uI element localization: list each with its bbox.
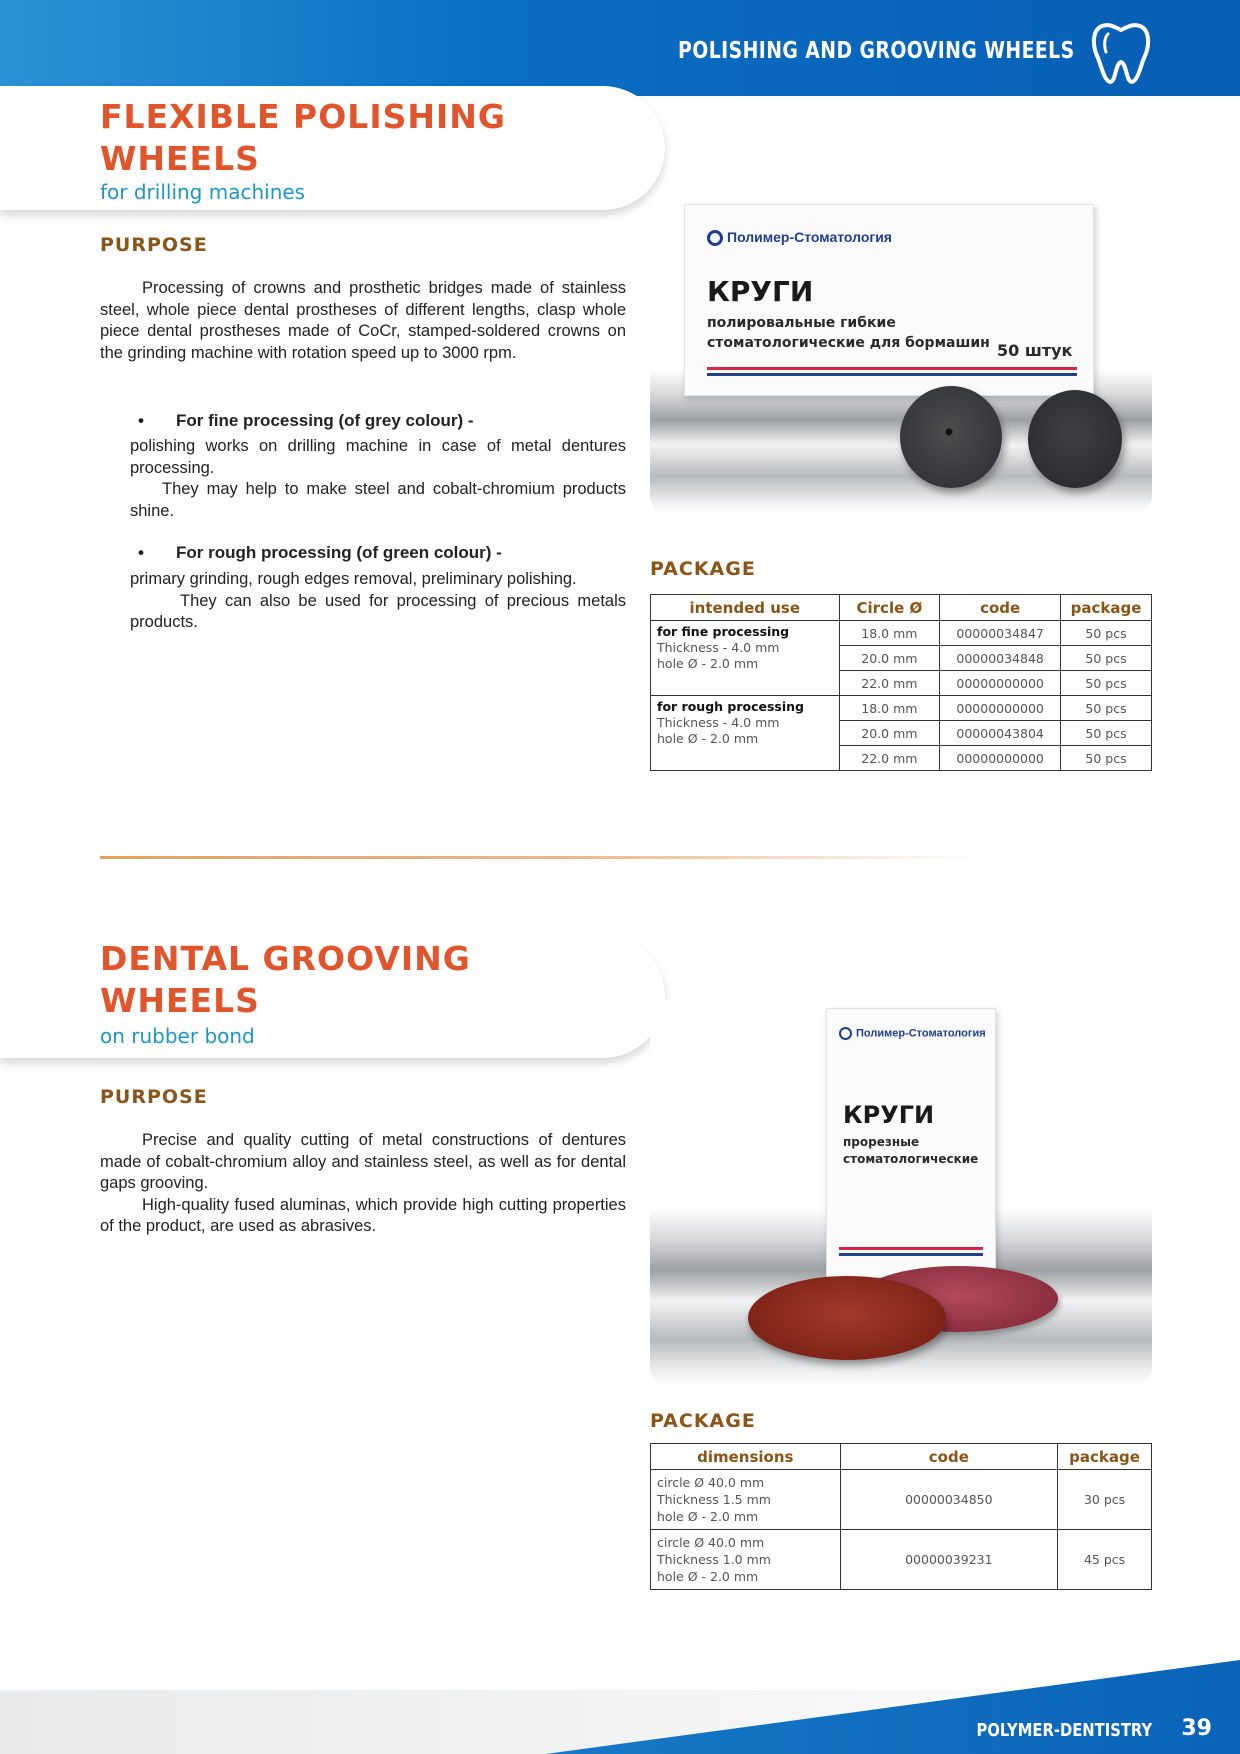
circle-cell: 22.0 mm <box>839 671 940 696</box>
code-cell: 00000000000 <box>940 696 1061 721</box>
box-line1: полировальные гибкие <box>707 315 896 331</box>
package-cell: 50 pcs <box>1061 671 1152 696</box>
box-stripe-blue <box>707 373 1077 376</box>
box-stripe-red <box>707 367 1077 370</box>
section2-subtitle: on rubber bond <box>100 1024 255 1048</box>
box-brand <box>839 1027 986 1040</box>
tooth-icon <box>1088 18 1154 88</box>
grey-wheel-small <box>1028 390 1122 488</box>
dim-line2: Thickness 1.5 mm <box>657 1492 771 1507</box>
section1-title <box>100 96 620 180</box>
dim-line3: hole Ø - 2.0 mm <box>657 1509 759 1524</box>
package-cell: 45 pcs <box>1058 1530 1152 1590</box>
table-header-row <box>651 1444 1152 1470</box>
package-cell: 50 pcs <box>1061 696 1152 721</box>
use-line1: Thickness - 4.0 mm <box>657 715 780 730</box>
dimensions-cell <box>651 1470 841 1530</box>
col-code: code <box>840 1444 1057 1470</box>
section2-title-line1: DENTAL GROOVING <box>100 939 471 978</box>
code-cell: 00000000000 <box>940 671 1061 696</box>
section2-title <box>100 938 620 1022</box>
use-line1: Thickness - 4.0 mm <box>657 640 780 655</box>
box-title: КРУГИ <box>843 1101 935 1129</box>
section2-package-table <box>650 1443 1152 1590</box>
package-cell: 50 pcs <box>1061 721 1152 746</box>
table-row <box>651 621 1152 646</box>
bullet-dot: • <box>138 543 144 562</box>
col-package: package <box>1061 595 1152 621</box>
use-title: for rough processing <box>657 699 804 714</box>
col-intended-use: intended use <box>651 595 840 621</box>
section1-package-table <box>650 594 1152 771</box>
circle-cell: 20.0 mm <box>839 721 940 746</box>
bullet2-title-text: For rough processing (of green colour) - <box>176 543 502 562</box>
section1-bullet2-text <box>130 569 626 634</box>
box-title: КРУГИ <box>707 275 814 308</box>
brand-logo-icon <box>707 230 723 246</box>
section1-bullet1-text <box>130 436 626 522</box>
section2-purpose-heading: PURPOSE <box>100 1086 208 1108</box>
use-line2: hole Ø - 2.0 mm <box>657 731 759 746</box>
code-cell: 00000039231 <box>840 1530 1057 1590</box>
package-cell: 50 pcs <box>1061 621 1152 646</box>
circle-cell: 18.0 mm <box>839 621 940 646</box>
section1-title-line2: WHEELS <box>100 139 260 178</box>
header-title: POLISHING AND GROOVING WHEELS <box>678 38 1075 64</box>
box-line1: прорезные <box>843 1135 920 1149</box>
code-cell: 00000043804 <box>940 721 1061 746</box>
dimensions-cell <box>651 1530 841 1590</box>
bullet2-text1: primary grinding, rough edges removal, preliminary polishing. <box>130 570 577 588</box>
section2-purpose-paragraph2: High-quality fused aluminas, which provide high cutting properties of the product, are used as abrasives. <box>100 1195 626 1235</box>
use-line2: hole Ø - 2.0 mm <box>657 656 759 671</box>
section1-bullet1-title <box>138 411 474 431</box>
page-number: 39 <box>1181 1716 1212 1741</box>
box-count: 50 штук <box>997 341 1073 360</box>
box-stripe-red <box>839 1247 983 1250</box>
bullet1-text1: polishing works on drilling machine in case of metal dentures processing. <box>130 437 626 477</box>
bullet1-text2: They may help to make steel and cobalt-chromium products shine. <box>130 480 626 520</box>
bullet1-title-text: For fine processing (of grey colour) - <box>176 411 474 430</box>
col-code: code <box>940 595 1061 621</box>
col-package: package <box>1058 1444 1152 1470</box>
section1-subtitle: for drilling machines <box>100 180 306 204</box>
section1-purpose-paragraph: Processing of crowns and prosthetic bridges made of stainless steel, whole piece dental prostheses of different lengths, clasp whole piece dental prostheses made of CoCr, stamped-soldered crowns on the grinding machine with rotation speed up to 3000 rpm. <box>100 279 626 362</box>
circle-cell: 20.0 mm <box>839 646 940 671</box>
dim-line3: hole Ø - 2.0 mm <box>657 1569 759 1584</box>
section1-package-heading: PACKAGE <box>650 558 756 580</box>
circle-cell: 22.0 mm <box>839 746 940 771</box>
col-dimensions: dimensions <box>651 1444 841 1470</box>
use-title: for fine processing <box>657 624 790 639</box>
footer-brand: POLYMER-DENTISTRY <box>976 1720 1152 1741</box>
code-cell: 00000034847 <box>940 621 1061 646</box>
section2-package-heading: PACKAGE <box>650 1410 756 1432</box>
box-brand-text: Полимер-Стоматология <box>727 229 892 245</box>
section2-title-line2: WHEELS <box>100 981 260 1020</box>
table-row <box>651 696 1152 721</box>
table-row <box>651 1470 1152 1530</box>
package-cell: 30 pcs <box>1058 1470 1152 1530</box>
bullet-dot: • <box>138 411 144 430</box>
dim-line2: Thickness 1.0 mm <box>657 1552 771 1567</box>
section2-product-photo <box>650 1000 1152 1386</box>
brand-logo-icon <box>839 1027 852 1040</box>
intended-use-cell <box>651 696 840 771</box>
dim-line1: circle Ø 40.0 mm <box>657 1475 765 1490</box>
code-cell: 00000034848 <box>940 646 1061 671</box>
section1-bullet2-title <box>138 543 502 563</box>
col-circle: Circle Ø <box>839 595 940 621</box>
circle-cell: 18.0 mm <box>839 696 940 721</box>
product-box <box>684 204 1094 396</box>
table-row <box>651 1530 1152 1590</box>
package-cell: 50 pcs <box>1061 746 1152 771</box>
grey-wheel-large <box>900 386 1002 488</box>
section2-purpose-text <box>100 1130 626 1238</box>
section2-purpose-paragraph1: Precise and quality cutting of metal constructions of dentures made of cobalt-chromium alloy and stainless steel, as well as for dental gaps grooving. <box>100 1131 626 1192</box>
section1-purpose-text <box>100 278 626 364</box>
red-disc-front <box>748 1276 946 1360</box>
box-stripe-blue <box>839 1253 983 1256</box>
intended-use-cell <box>651 621 840 696</box>
code-cell: 00000034850 <box>840 1470 1057 1530</box>
table-header-row <box>651 595 1152 621</box>
box-line2: стоматологические для бормашин <box>707 335 990 351</box>
product-box <box>826 1008 996 1278</box>
section1-product-photo <box>650 200 1152 514</box>
section1-title-line1: FLEXIBLE POLISHING <box>100 97 506 136</box>
box-brand-text: Полимер-Стоматология <box>856 1027 986 1040</box>
box-line2: стоматологические <box>843 1152 979 1166</box>
package-cell: 50 pcs <box>1061 646 1152 671</box>
box-brand <box>707 229 892 246</box>
section-divider <box>100 856 980 859</box>
bullet2-text2: They can also be used for processing of precious metals products. <box>130 591 626 631</box>
dim-line1: circle Ø 40.0 mm <box>657 1535 765 1550</box>
code-cell: 00000000000 <box>940 746 1061 771</box>
section1-purpose-heading: PURPOSE <box>100 234 208 256</box>
